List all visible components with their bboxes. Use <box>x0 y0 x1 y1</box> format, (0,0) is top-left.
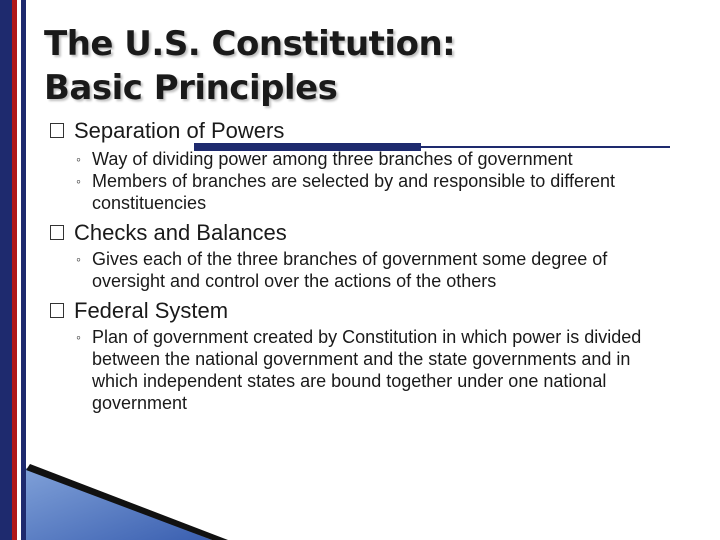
bullet-point <box>50 248 672 292</box>
checkbox-icon <box>50 225 64 240</box>
bullet-point <box>50 170 672 214</box>
bullet-point <box>50 148 672 170</box>
checkbox-icon <box>50 123 64 138</box>
left-border-navy <box>0 0 12 540</box>
slide-title-line1: The U.S. Constitution: <box>44 24 456 64</box>
slide-title-line2: Basic Principles <box>44 68 338 108</box>
ring-bullet-icon: ◦ <box>76 251 81 267</box>
section-heading-text: Federal System <box>74 298 229 323</box>
ring-bullet-icon: ◦ <box>76 173 81 189</box>
bullet-text: Plan of government created by Constitution in which power is divided between the national government and the state governments and in which independent states are bound together under one national government <box>92 327 642 413</box>
ring-bullet-icon: ◦ <box>76 151 81 167</box>
corner-dark-stripe <box>26 464 228 540</box>
slide-body <box>50 118 690 414</box>
ring-bullet-icon: ◦ <box>76 329 81 345</box>
bullet-point <box>50 326 672 414</box>
section-heading-text: Separation of Powers <box>74 118 285 143</box>
left-border-navy-inner <box>21 0 26 540</box>
section-heading-federal <box>50 298 690 324</box>
section-heading-separation <box>50 118 690 144</box>
bullet-text: Members of branches are selected by and responsible to different constituencies <box>92 171 615 213</box>
section-heading-text: Checks and Balances <box>74 220 287 245</box>
bullet-text: Way of dividing power among three branches of government <box>92 149 573 169</box>
corner-blue-wedge <box>26 468 212 540</box>
slide-title <box>44 22 455 110</box>
checkbox-icon <box>50 303 64 318</box>
section-heading-checks <box>50 220 690 246</box>
bullet-text: Gives each of the three branches of government some degree of oversight and control over the actions of the others <box>92 249 608 291</box>
